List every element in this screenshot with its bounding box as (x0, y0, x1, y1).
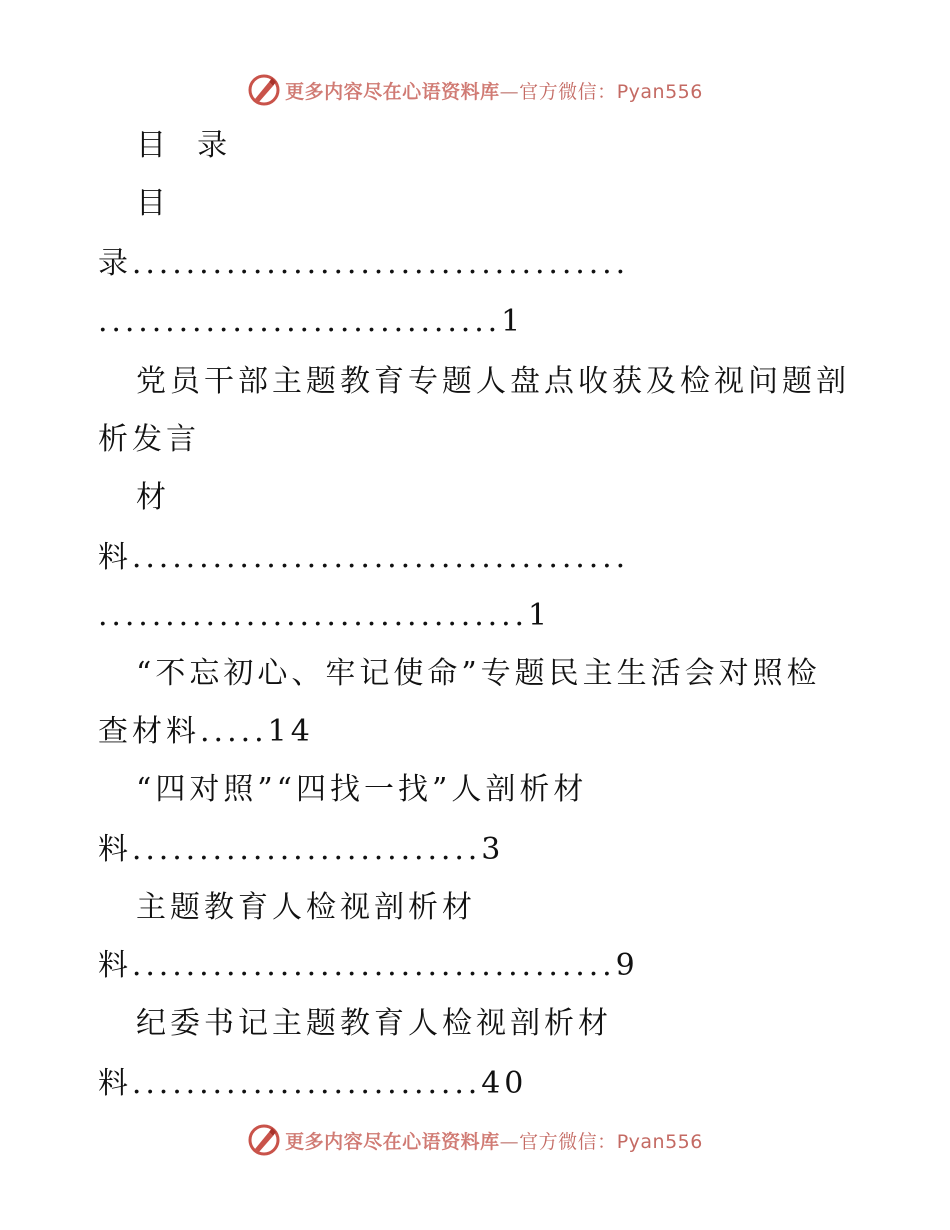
toc-line: 党员干部主题教育专题人盘点收获及检视问题剖 (136, 364, 850, 399)
toc-line: 主题教育人检视剖析材 (136, 890, 476, 925)
toc-line: 料..........................3 (98, 832, 505, 867)
toc-line: 析发言 (98, 422, 200, 457)
toc-line: “四对照”“四找一找”人剖析材 (136, 772, 588, 807)
toc-line: “不忘初心、牢记使命”专题民主生活会对照检 (136, 656, 821, 691)
toc-line: 录..................................... (98, 246, 630, 281)
toc-title: 目 录 (136, 128, 232, 163)
toc-line: ................................1 (98, 598, 551, 633)
toc-line: 料..................................... (98, 540, 630, 575)
toc-line: 查材料.....14 (98, 714, 314, 749)
footer-watermark (0, 1120, 950, 1160)
toc-line: 纪委书记主题教育人检视剖析材 (136, 1006, 612, 1041)
toc-line: 料....................................9 (98, 948, 639, 983)
pen-logo-icon (247, 73, 281, 107)
toc-line: 目 (136, 186, 170, 221)
toc-line: 料..........................40 (98, 1066, 528, 1101)
toc-line: 材 (136, 480, 170, 515)
watermark-text: 更多内容尽在心语资料库—官方微信：Pyan556 (285, 80, 703, 103)
pen-logo-icon (247, 1123, 281, 1157)
watermark-text: 更多内容尽在心语资料库—官方微信：Pyan556 (285, 1130, 703, 1153)
header-watermark (0, 70, 950, 110)
toc-line: ..............................1 (98, 304, 525, 339)
